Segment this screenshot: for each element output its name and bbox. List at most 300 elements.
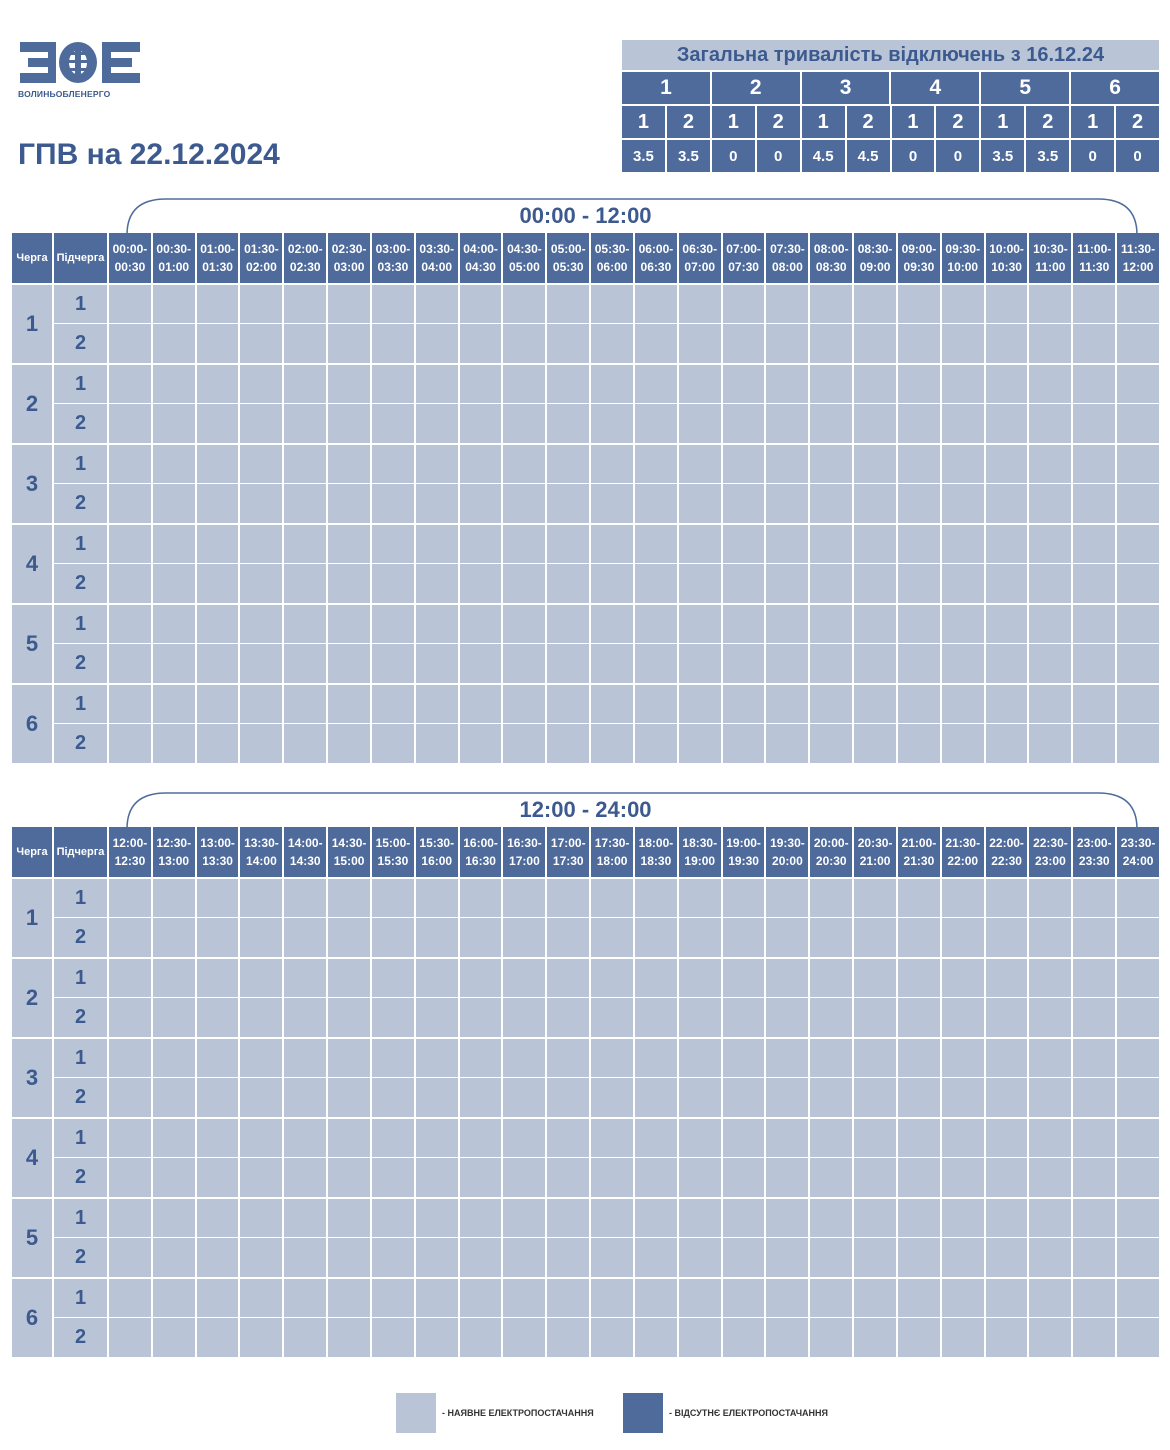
schedule-cell [416, 917, 458, 957]
schedule-cell [284, 1277, 326, 1317]
time-slot-end: 17:00 [509, 854, 540, 868]
schedule-cell [679, 323, 721, 363]
time-slot-end: 08:30 [815, 260, 847, 274]
time-slot-end: 24:00 [1122, 854, 1154, 868]
schedule-cell [810, 403, 852, 443]
schedule-cell [1117, 403, 1159, 443]
schedule-cell [503, 917, 545, 957]
time-slot-start: 13:00- [200, 836, 235, 850]
schedule-cell [766, 603, 808, 643]
schedule-cell [635, 363, 677, 403]
schedule-cell [942, 1077, 984, 1117]
schedule-cell [372, 403, 414, 443]
schedule-cell [898, 1197, 940, 1237]
summary-value: 3.5 [981, 140, 1024, 172]
queue-label: 2 [12, 957, 52, 1037]
schedule-cell [810, 877, 852, 917]
summary-value: 3.5 [622, 140, 665, 172]
schedule-cell [1117, 523, 1159, 563]
schedule-cell [547, 1197, 589, 1237]
time-slot-header [591, 233, 633, 283]
schedule-cell [898, 1117, 940, 1157]
schedule-cell [109, 997, 151, 1037]
schedule-cell [679, 563, 721, 603]
schedule-cell [986, 1077, 1028, 1117]
schedule-cell [635, 1277, 677, 1317]
schedule-cell [460, 363, 502, 403]
schedule-cell [898, 443, 940, 483]
schedule-cell [591, 443, 633, 483]
schedule-cell [854, 997, 896, 1037]
schedule-cell [284, 523, 326, 563]
schedule-cell [942, 1117, 984, 1157]
time-slot-end: 20:00 [772, 854, 803, 868]
schedule-cell [986, 1277, 1028, 1317]
schedule-cell [986, 283, 1028, 323]
schedule-cell [197, 483, 239, 523]
schedule-cell [153, 877, 195, 917]
legend-unavailable-swatch [623, 1393, 663, 1433]
time-slot-end: 17:30 [552, 854, 584, 868]
time-slot-start: 18:30- [682, 836, 718, 850]
schedule-cell [372, 997, 414, 1037]
schedule-cell [679, 1197, 721, 1237]
schedule-cell [284, 1117, 326, 1157]
schedule-cell [547, 877, 589, 917]
schedule-cell [197, 997, 239, 1037]
schedule-cell [810, 723, 852, 763]
subqueue-label: 2 [54, 323, 107, 363]
schedule-cell [898, 997, 940, 1037]
time-slot-start: 07:00- [726, 242, 761, 256]
time-slot-header [635, 827, 677, 877]
time-slot-header [109, 233, 151, 283]
schedule-cell [1029, 1077, 1071, 1117]
schedule-cell [460, 563, 502, 603]
time-slot-header [942, 233, 984, 283]
time-slot-start: 09:30- [945, 242, 981, 256]
schedule-cell [942, 563, 984, 603]
schedule-cell [723, 1237, 765, 1277]
schedule-cell [1117, 1237, 1159, 1277]
time-slot-header [153, 827, 195, 877]
schedule-cell [416, 443, 458, 483]
schedule-cell [635, 443, 677, 483]
schedule-cell [810, 563, 852, 603]
summary-queue-header: 6 [1071, 72, 1159, 104]
schedule-cell [240, 957, 282, 997]
schedule-cell [942, 997, 984, 1037]
time-slot-start: 15:30- [419, 836, 455, 850]
schedule-cell [153, 1157, 195, 1197]
schedule-cell [153, 603, 195, 643]
schedule-cell [986, 483, 1028, 523]
schedule-cell [328, 683, 370, 723]
schedule-cell [898, 917, 940, 957]
schedule-cell [109, 483, 151, 523]
schedule-cell [372, 363, 414, 403]
subqueue-label: 1 [54, 957, 107, 997]
schedule-cell [372, 443, 414, 483]
schedule-cell [1117, 363, 1159, 403]
schedule-cell [460, 1037, 502, 1077]
summary-value: 0 [757, 140, 800, 172]
time-slot-header [240, 233, 282, 283]
schedule-cell [109, 523, 151, 563]
summary-subqueue-header: 2 [1026, 106, 1069, 138]
queue-label: 3 [12, 443, 52, 523]
schedule-cell [284, 1237, 326, 1277]
time-slot-end: 09:00 [859, 260, 891, 274]
summary-subqueue-header: 1 [712, 106, 755, 138]
schedule-cell [503, 603, 545, 643]
schedule-cell [986, 683, 1028, 723]
subqueue-label: 1 [54, 523, 107, 563]
schedule-cell [197, 1317, 239, 1357]
schedule-cell [1029, 1317, 1071, 1357]
subqueue-label: 1 [54, 877, 107, 917]
schedule-cell [460, 643, 502, 683]
schedule-cell [942, 877, 984, 917]
time-slot-start: 11:00- [1077, 242, 1112, 256]
schedule-cell [854, 1077, 896, 1117]
schedule-cell [197, 1157, 239, 1197]
schedule-cell [986, 403, 1028, 443]
subqueue-label: 1 [54, 1117, 107, 1157]
time-slot-end: 20:30 [815, 854, 847, 868]
schedule-cell [197, 363, 239, 403]
schedule-cell [1073, 957, 1115, 997]
time-slot-start: 04:00- [463, 242, 498, 256]
schedule-cell [591, 283, 633, 323]
schedule-cell [547, 1037, 589, 1077]
time-slot-end: 04:30 [465, 260, 496, 274]
time-slot-end: 11:30 [1079, 260, 1110, 274]
schedule-cell [503, 483, 545, 523]
schedule-cell [942, 523, 984, 563]
schedule-cell [328, 1117, 370, 1157]
time-slot-start: 06:30- [682, 242, 718, 256]
subqueue-label: 1 [54, 283, 107, 323]
time-slot-end: 12:30 [114, 854, 146, 868]
summary-queue-header: 4 [891, 72, 979, 104]
time-slot-header [723, 827, 765, 877]
schedule-cell [942, 957, 984, 997]
schedule-cell [810, 483, 852, 523]
schedule-cell [503, 1277, 545, 1317]
schedule-cell [1073, 323, 1115, 363]
schedule-cell [547, 443, 589, 483]
schedule-cell [328, 1037, 370, 1077]
schedule-cell [416, 957, 458, 997]
schedule-cell [723, 1077, 765, 1117]
schedule-cell [153, 1197, 195, 1237]
schedule-cell [284, 877, 326, 917]
page-title: ГПВ на 22.12.2024 [18, 138, 280, 171]
schedule-cell [766, 523, 808, 563]
schedule-cell [1117, 723, 1159, 763]
time-slot-start: 10:00- [989, 242, 1024, 256]
time-slot-start: 09:00- [901, 242, 937, 256]
summary-title: Загальна тривалість відключень з 16.12.24 [622, 40, 1159, 70]
schedule-cell [547, 483, 589, 523]
schedule-cell [372, 957, 414, 997]
schedule-cell [197, 443, 239, 483]
schedule-cell [635, 283, 677, 323]
schedule-cell [109, 323, 151, 363]
schedule-cell [416, 1077, 458, 1117]
schedule-cell [1073, 443, 1115, 483]
time-slot-start: 02:30- [331, 242, 367, 256]
subqueue-label: 1 [54, 603, 107, 643]
time-slot-end: 10:00 [947, 260, 979, 274]
summary-value: 0 [892, 140, 935, 172]
schedule-cell [1029, 1237, 1071, 1277]
schedule-cell [766, 1237, 808, 1277]
summary-value: 0 [712, 140, 755, 172]
schedule-cell [1073, 1317, 1115, 1357]
schedule-cell [328, 917, 370, 957]
schedule-cell [109, 877, 151, 917]
schedule-cell [240, 403, 282, 443]
schedule-cell [942, 323, 984, 363]
schedule-cell [416, 403, 458, 443]
schedule-cell [328, 603, 370, 643]
time-slot-header [986, 827, 1028, 877]
schedule-cell [766, 563, 808, 603]
summary-queue-header: 2 [712, 72, 800, 104]
time-slot-header [854, 233, 896, 283]
schedule-cell [460, 283, 502, 323]
schedule-cell [723, 403, 765, 443]
subqueue-label: 2 [54, 403, 107, 443]
schedule-cell [766, 877, 808, 917]
schedule-cell [547, 563, 589, 603]
schedule-cell [240, 483, 282, 523]
time-slot-header [1117, 827, 1159, 877]
schedule-cell [109, 1197, 151, 1237]
time-slot-end: 15:30 [377, 854, 409, 868]
schedule-cell [766, 1037, 808, 1077]
schedule-cell [460, 523, 502, 563]
time-slot-start: 03:30- [419, 242, 455, 256]
schedule-cell [679, 443, 721, 483]
schedule-cell [591, 1077, 633, 1117]
time-slot-start: 22:30- [1033, 836, 1068, 850]
schedule-cell [460, 997, 502, 1037]
schedule-cell [372, 1117, 414, 1157]
time-slot-header [153, 233, 195, 283]
schedule-cell [109, 603, 151, 643]
schedule-cell [416, 1117, 458, 1157]
schedule-cell [197, 877, 239, 917]
queue-label: 1 [12, 877, 52, 957]
schedule-cell [591, 643, 633, 683]
schedule-cell [240, 917, 282, 957]
time-slot-end: 14:00 [246, 854, 277, 868]
time-slot-end: 02:00 [246, 260, 277, 274]
schedule-cell [240, 997, 282, 1037]
schedule-cell [284, 643, 326, 683]
schedule-cell [284, 283, 326, 323]
time-slot-end: 03:00 [333, 260, 365, 274]
schedule-cell [372, 683, 414, 723]
schedule-cell [635, 683, 677, 723]
schedule-cell [810, 1157, 852, 1197]
schedule-cell [153, 363, 195, 403]
schedule-cell [460, 1117, 502, 1157]
schedule-cell [766, 1317, 808, 1357]
schedule-cell [460, 483, 502, 523]
schedule-cell [284, 1157, 326, 1197]
schedule-cell [679, 603, 721, 643]
time-slot-start: 01:00- [200, 242, 235, 256]
schedule-cell [416, 283, 458, 323]
schedule-cell [372, 563, 414, 603]
schedule-cell [723, 1117, 765, 1157]
schedule-cell [986, 917, 1028, 957]
schedule-cell [460, 1077, 502, 1117]
schedule-cell [109, 957, 151, 997]
time-slot-header [679, 827, 721, 877]
time-slot-end: 21:30 [903, 854, 935, 868]
schedule-cell [854, 523, 896, 563]
time-slot-end: 08:00 [772, 260, 803, 274]
schedule-cell [416, 1277, 458, 1317]
schedule-cell [328, 723, 370, 763]
schedule-cell [679, 1117, 721, 1157]
schedule-cell [328, 1277, 370, 1317]
schedule-cell [1029, 877, 1071, 917]
time-slot-header [766, 827, 808, 877]
schedule-cell [723, 997, 765, 1037]
time-slot-end: 13:30 [202, 854, 233, 868]
time-slot-header [854, 827, 896, 877]
schedule-cell [679, 1317, 721, 1357]
schedule-grid [12, 827, 1159, 1357]
schedule-cell [810, 283, 852, 323]
schedule-cell [635, 563, 677, 603]
schedule-cell [986, 443, 1028, 483]
summary-value: 4.5 [847, 140, 890, 172]
schedule-cell [109, 1317, 151, 1357]
schedule-cell [591, 1117, 633, 1157]
time-slot-header [460, 233, 502, 283]
schedule-cell [416, 877, 458, 917]
schedule-cell [723, 1037, 765, 1077]
time-slot-end: 03:30 [377, 260, 409, 274]
schedule-cell [197, 283, 239, 323]
schedule-cell [328, 1237, 370, 1277]
time-slot-end: 13:00 [158, 854, 190, 868]
queue-label: 2 [12, 363, 52, 443]
schedule-cell [591, 683, 633, 723]
schedule-cell [460, 1237, 502, 1277]
schedule-cell [986, 957, 1028, 997]
schedule-cell [153, 1277, 195, 1317]
schedule-cell [197, 1237, 239, 1277]
schedule-cell [1073, 997, 1115, 1037]
time-slot-header [898, 233, 940, 283]
queue-label: 5 [12, 603, 52, 683]
time-slot-start: 20:30- [857, 836, 893, 850]
schedule-cell [240, 643, 282, 683]
schedule-cell [328, 363, 370, 403]
schedule-cell [679, 917, 721, 957]
subqueue-label: 1 [54, 363, 107, 403]
schedule-cell [766, 283, 808, 323]
schedule-cell [547, 643, 589, 683]
schedule-cell [591, 1237, 633, 1277]
schedule-cell [635, 1037, 677, 1077]
schedule-cell [1117, 283, 1159, 323]
subqueue-label: 1 [54, 1277, 107, 1317]
schedule-cell [635, 603, 677, 643]
schedule-cell [503, 283, 545, 323]
schedule-cell [284, 563, 326, 603]
schedule-cell [635, 917, 677, 957]
schedule-cell [986, 997, 1028, 1037]
time-slot-header [898, 827, 940, 877]
schedule-cell [898, 363, 940, 403]
schedule-cell [328, 1157, 370, 1197]
schedule-cell [328, 323, 370, 363]
schedule-cell [1029, 917, 1071, 957]
schedule-cell [810, 957, 852, 997]
schedule-cell [810, 363, 852, 403]
schedule-cell [153, 1117, 195, 1157]
time-slot-end: 07:00 [684, 260, 716, 274]
summary-subqueue-header: 1 [802, 106, 845, 138]
schedule-cell [810, 323, 852, 363]
schedule-cell [810, 643, 852, 683]
schedule-cell [635, 323, 677, 363]
schedule-cell [240, 877, 282, 917]
queue-column-header: Черга [12, 233, 52, 283]
legend-unavailable [623, 1393, 828, 1433]
time-slot-start: 10:30- [1033, 242, 1068, 256]
schedule-cell [503, 1237, 545, 1277]
schedule-cell [942, 643, 984, 683]
summary-subqueue-header: 2 [667, 106, 710, 138]
schedule-cell [153, 563, 195, 603]
schedule-cell [591, 323, 633, 363]
schedule-cell [591, 403, 633, 443]
schedule-cell [1073, 1157, 1115, 1197]
schedule-cell [723, 283, 765, 323]
schedule-cell [635, 723, 677, 763]
time-slot-start: 04:30- [507, 242, 542, 256]
schedule-cell [898, 683, 940, 723]
schedule-cell [635, 957, 677, 997]
schedule-cell [197, 1117, 239, 1157]
schedule-cell [1029, 683, 1071, 723]
schedule-cell [1073, 283, 1115, 323]
schedule-cell [460, 957, 502, 997]
schedule-cell [503, 1197, 545, 1237]
schedule-cell [197, 917, 239, 957]
schedule-cell [723, 683, 765, 723]
time-slot-header [591, 827, 633, 877]
schedule-cell [547, 603, 589, 643]
schedule-cell [240, 1197, 282, 1237]
schedule-cell [942, 403, 984, 443]
schedule-cell [1117, 563, 1159, 603]
schedule-cell [109, 917, 151, 957]
schedule-cell [372, 1037, 414, 1077]
schedule-cell [153, 443, 195, 483]
time-slot-end: 14:30 [289, 854, 321, 868]
